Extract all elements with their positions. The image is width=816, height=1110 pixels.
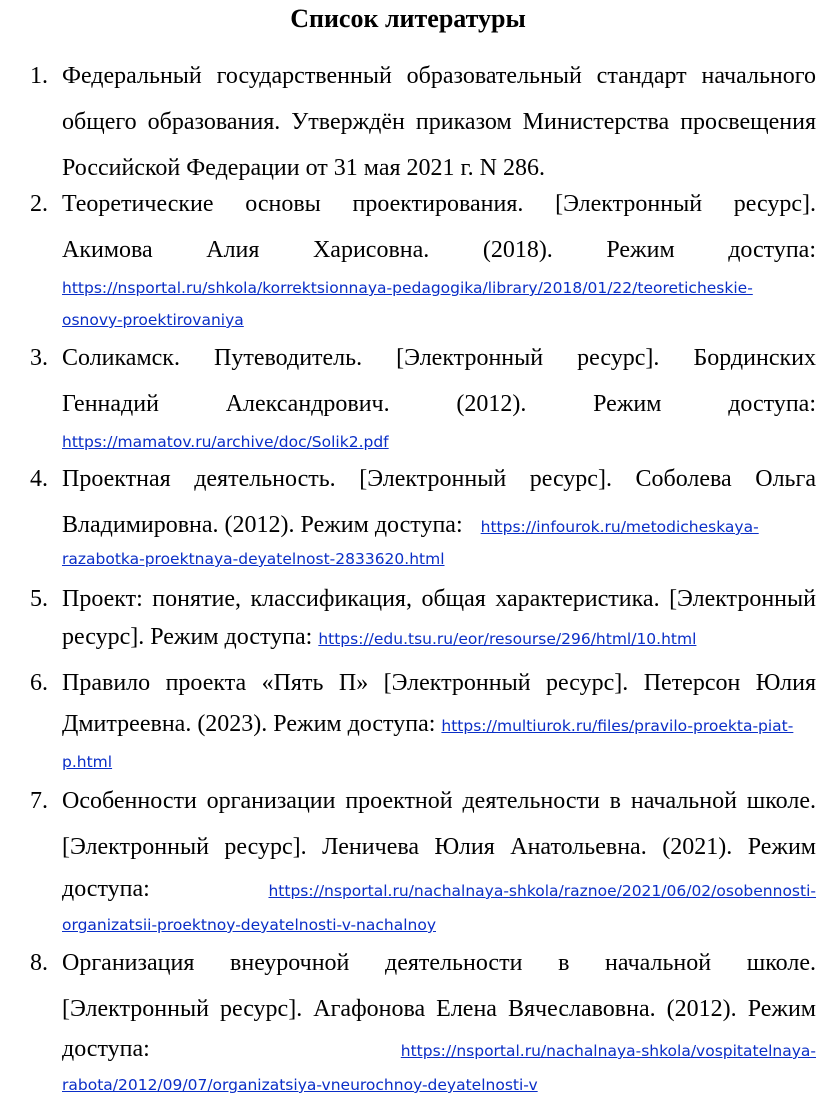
reference-link-continued[interactable]: organizatsii-proektnoy-deyatelnosti-v-nachalnoy [62, 916, 436, 934]
reference-link-continued[interactable]: osnovy-proektirovaniya [62, 311, 244, 329]
item-text-line: Проект: понятие, классификация, общая характеристика. [Электронный [62, 586, 816, 612]
item-text-line: Теоретические основы проектирования. [Электронный ресурс]. [62, 191, 816, 217]
item-text: ресурс]. Режим доступа: [62, 624, 313, 650]
item-text-line: Акимова Алия Харисовна. (2018). Режим доступа: [62, 237, 816, 263]
page-title: Список литературы [290, 4, 526, 33]
reference-link[interactable]: https://mamatov.ru/archive/doc/Solik2.pdf [62, 433, 389, 451]
reference-link[interactable]: https://edu.tsu.ru/eor/resourse/296/html/10.html [318, 630, 697, 648]
item-text: доступа: [62, 876, 150, 902]
item-number: 1. [30, 63, 48, 89]
reference-link[interactable]: https://nsportal.ru/shkola/korrektsionnaya-pedagogika/library/2018/01/22/teoreticheskie- [62, 279, 753, 297]
item-text-line: Особенности организации проектной деятельности в начальной школе. [62, 788, 816, 814]
reference-link[interactable]: https://multiurok.ru/files/pravilo-proekta-piat- [441, 717, 794, 735]
reference-link[interactable]: https://nsportal.ru/nachalnaya-shkola/vospitatelnaya- [400, 1042, 816, 1060]
item-text-line: Проектная деятельность. [Электронный ресурс]. Соболева Ольга [62, 466, 816, 492]
item-text-line: [Электронный ресурс]. Агафонова Елена Вячеславовна. (2012). Режим [62, 996, 816, 1022]
item-number: 2. [30, 191, 48, 217]
item-text-line: Геннадий Александрович. (2012). Режим доступа: [62, 391, 816, 417]
item-number: 7. [30, 788, 48, 814]
item-text: Владимировна. (2012). Режим доступа: [62, 512, 463, 538]
item-text-line: Федеральный государственный образовательный стандарт начального [62, 63, 816, 89]
item-number: 8. [30, 950, 48, 976]
item-text-line: общего образования. Утверждён приказом Министерства просвещения [62, 109, 816, 135]
item-number: 4. [30, 466, 48, 492]
item-text-line: Соликамск. Путеводитель. [Электронный ресурс]. Бординских [62, 345, 816, 371]
reference-link[interactable]: https://nsportal.ru/nachalnaya-shkola/raznoe/2021/06/02/osobennosti- [268, 882, 816, 900]
item-number: 3. [30, 345, 48, 371]
item-text-line: Организация внеурочной деятельности в начальной школе. [62, 950, 816, 976]
item-text-line [62, 709, 816, 741]
item-text-line [62, 1034, 816, 1064]
reference-link[interactable]: https://infourok.ru/metodicheskaya- [480, 518, 759, 536]
reference-link-continued[interactable]: rabota/2012/09/07/organizatsiya-vneurochnoy-deyatelnosti-v [62, 1076, 538, 1094]
item-text-line: Российской Федерации от 31 мая 2021 г. N 286. [62, 155, 545, 181]
reference-link-continued[interactable]: p.html [62, 753, 113, 771]
item-number: 5. [30, 586, 48, 612]
item-text-line: Правило проекта «Пять П» [Электронный ресурс]. Петерсон Юлия [62, 670, 816, 696]
item-text-line [62, 622, 816, 654]
item-text-line [62, 874, 816, 904]
item-text-line: [Электронный ресурс]. Леничева Юлия Анатольевна. (2021). Режим [62, 834, 816, 860]
item-text: доступа: [62, 1036, 150, 1062]
reference-link-continued[interactable]: razabotka-proektnaya-deyatelnost-2833620.html [62, 550, 445, 568]
item-text-line [62, 510, 816, 542]
item-text: Дмитреевна. (2023). Режим доступа: [62, 711, 436, 737]
item-number: 6. [30, 670, 48, 696]
